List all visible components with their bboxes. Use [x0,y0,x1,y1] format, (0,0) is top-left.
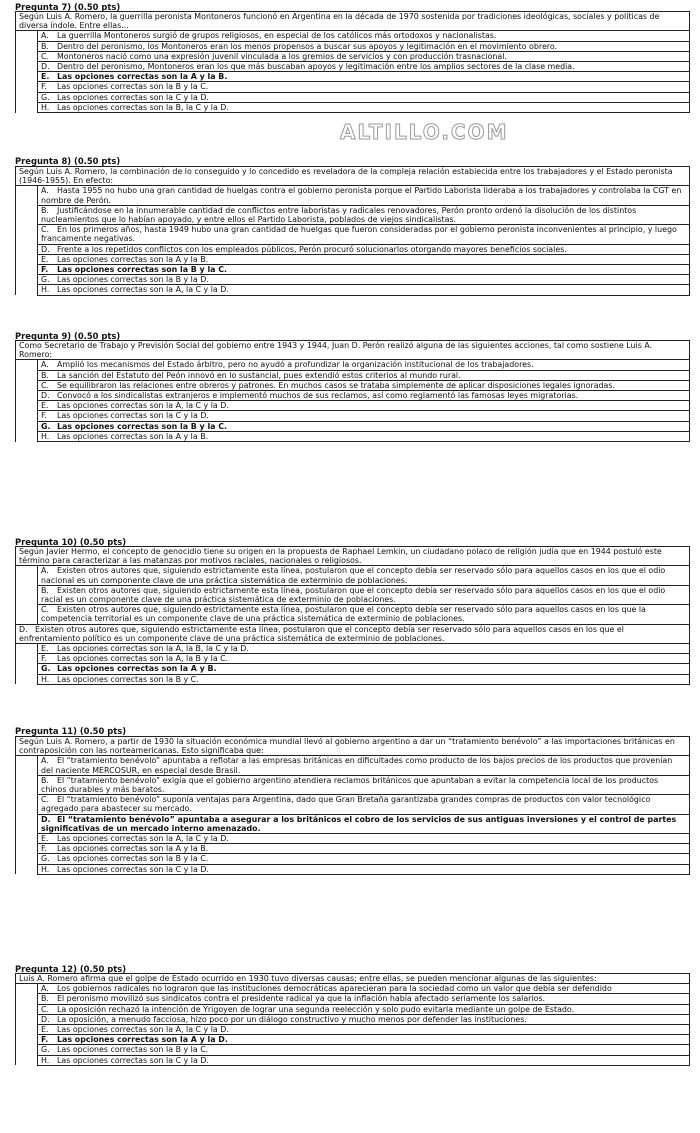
option-row [16,654,690,664]
option-indent [16,1035,38,1045]
option-indent [16,814,38,833]
option-text: El “tratamiento benévolo” exigía que el gobierno argentino atendiera reclamos británicos que apuntaban a evitar la competencia local de los productos chinos durables y más baratos. [41,775,659,795]
option-text: Las opciones correctas son la B y C. [57,674,199,684]
option-text: Existen otros autores que, siguiendo estrictamente esta línea, postularon que el concepto debía ser reservado sólo para aquellos casos en los que el enfrentamiento político es un componente clave de una práctica sistemática de exterminio de poblaciones. [19,624,624,643]
option-text: Amplió los mecanismos del Estado árbitro, pero no ayudó a profundizar la organización institucional de los trabajadores. [57,360,534,370]
option-indent [16,92,38,102]
option-text: Las opciones correctas son la A y la B. [57,431,209,441]
option-letter: H. [41,864,50,874]
option-text: Las opciones correctas son la A y B. [57,664,217,674]
option-text: El “tratamiento benévolo” apuntaba a asegurar a los británicos el cobro de los servicios de sus antiguas inversiones y el control de partes significativas de un mercado interno amenazado. [41,814,677,833]
option-indent [16,421,38,431]
option-row [16,41,690,51]
option-indent [16,585,38,604]
option-indent [16,254,38,264]
option-text: Las opciones correctas son la B y la C. [57,854,209,864]
option-cell [38,244,690,254]
option-cell [38,1035,690,1045]
option-text: Existen otros autores que, siguiendo estrictamente esta línea, postularon que el concepto debía ser reservado sólo para aquellos casos en los que el odio racial es un componente clave de una práctica sistemática de exterminio de poblaciones. [41,585,666,605]
option-text: La sanción del Estatuto del Peón innovó en lo sustancial, pues extendió estos criterios al mundo rural. [57,370,461,380]
option-cell [38,1004,690,1014]
option-cell [38,1055,690,1065]
option-row [16,664,690,674]
option-letter: C. [41,225,50,235]
option-letter: G. [41,421,51,431]
option-letter: C. [41,795,50,805]
option-row [16,401,690,411]
option-letter: D. [41,244,50,254]
option-row [16,254,690,264]
question-stem: Según Luis A. Romero, a partir de 1930 la situación económica mundial llevó al gobierno argentino a dar un “tratamiento benévolo” a las importaciones británicas en contraposición con las norteamericanas. Esto significaba que: [16,737,690,756]
option-row [16,92,690,102]
option-row [16,31,690,41]
option-indent [16,370,38,380]
option-indent [16,674,38,684]
option-indent [16,275,38,285]
option-letter: C. [41,1004,50,1014]
option-text: Las opciones correctas son la B y la D. [57,275,209,285]
option-cell [38,72,690,82]
option-row [16,285,690,295]
option-letter: F. [41,654,47,664]
option-cell [38,844,690,854]
option-indent [16,756,38,775]
option-indent [16,844,38,854]
option-letter: H. [41,431,50,441]
option-indent [16,401,38,411]
option-letter: B. [41,370,49,380]
option-row [16,814,690,833]
option-letter: F. [41,82,47,92]
option-cell [38,674,690,684]
option-text: La guerrilla Montoneros surgió de grupos religiosos, en especial de los católicos más ortodoxos y nacionalistas. [57,31,497,41]
option-text: Montoneros nació como una expresión juvenil vinculada a los gremios de servicios y con producción trasnacional. [57,51,507,61]
option-cell [38,984,690,994]
option-row [16,380,690,390]
option-cell [38,566,690,585]
option-indent [16,41,38,51]
watermark: ALTILLO.COM [340,120,509,144]
question-stem: Según Javier Hermo, el concepto de genocidio tiene su origen en la propuesta de Raphael Lemkin, un ciudadano polaco de religión judía que en 1944 postuló este término para caracterizar a las matanzas por motivos raciales, nacionales o religiosos. [16,547,690,566]
question-table [15,166,690,296]
option-cell [38,275,690,285]
option-text: Las opciones correctas son la A, la B, la C y la D. [57,644,249,654]
option-text: En los primeros años, hasta 1949 hubo una gran cantidad de huelgas que fueron consideradas por el gobierno peronista inconvenientes al principio, y luego francamente negativas. [41,225,677,244]
option-letter: A. [41,756,49,766]
option-indent [16,360,38,370]
option-cell [38,380,690,390]
option-text: Las opciones correctas son la A, la C y la D. [57,285,229,295]
option-indent [16,1045,38,1055]
option-letter: A. [41,186,49,196]
option-letter: B. [41,585,49,595]
option-letter: C. [41,380,50,390]
option-row [16,102,690,112]
option-indent [16,285,38,295]
option-row [16,1055,690,1065]
option-text: Las opciones correctas son la A y la D. [57,1035,228,1045]
option-text: Los gobiernos radicales no lograron que las instituciones democráticas aparecieran para la sociedad como un valor que debía ser defendido [57,984,612,994]
option-text: Las opciones correctas son la A y la B. [57,254,209,264]
option-text: Las opciones correctas son la A, la B y la C. [57,654,229,664]
option-letter: E. [41,401,49,411]
option-row [16,605,690,624]
question-header: Pregunta 9) (0.50 pts) [15,331,121,341]
option-row [16,1014,690,1024]
option-indent [16,265,38,275]
option-indent [16,225,38,244]
option-indent [16,775,38,794]
option-cell [38,31,690,41]
option-indent [16,31,38,41]
option-indent [16,62,38,72]
option-cell [38,605,690,624]
option-indent [16,72,38,82]
option-letter: D. [19,624,28,634]
option-cell [38,401,690,411]
option-letter: H. [41,285,50,295]
option-row [16,674,690,684]
option-row [16,411,690,421]
option-text: Las opciones correctas son la A, la C y la D. [57,1025,229,1035]
option-letter: H. [41,102,50,112]
option-letter: A. [41,31,49,41]
option-letter: A. [41,360,49,370]
option-indent [16,644,38,654]
question-table [15,11,690,113]
option-text: Existen otros autores que, siguiendo estrictamente esta línea, postularon que el concepto debía ser reservado sólo para aquellos casos en los que el odio nacional es un componente clave de una práctica sistemática de exterminio de poblaciones. [41,566,666,585]
option-letter: G. [41,92,50,102]
option-cell [38,370,690,380]
option-text: Dentro del peronismo, Montoneros eran los que más buscaban apoyos y legitimación entre los amplios sectores de la clase media. [57,62,575,72]
option-indent [16,102,38,112]
option-letter: A. [41,566,49,576]
option-row [16,775,690,794]
option-cell [38,756,690,775]
option-cell [38,225,690,244]
question-stem: Según Luis A. Romero, la combinación de lo conseguido y lo concedido es reveladora de la compleja relación estabiecida entre los trabajadores y el Estado peronista (1946-1955). En efecto: [16,167,690,186]
option-letter: E. [41,72,50,82]
option-row [16,82,690,92]
option-letter: D. [41,62,50,72]
option-text: Convocó a los sindicalistas extranjeros e implementó muchos de sus reclamos, así como reglamentó las famosas leyes migratorias. [57,391,579,401]
question-stem: Según Luis A. Romero, la guerrilla peronista Montoneros funcionó en Argentina en la década de 1970 sostenida por tradiciones ideológicas, sociales y políticas de diversa índole. Entre ellas... [16,12,690,31]
option-letter: E. [41,834,49,844]
option-cell [38,360,690,370]
option-letter: E. [41,254,49,264]
option-cell [38,834,690,844]
question-stem: Luis A. Romero afirma que el golpe de Estado ocurrido en 1930 tuvo diversas causas; entre ellas, se pueden mencionar algunas de las siguientes: [16,974,690,984]
option-letter: B. [41,994,49,1004]
option-indent [16,664,38,674]
option-text: Las opciones correctas son la A y la B. [57,844,209,854]
option-cell [38,391,690,401]
option-indent [16,1055,38,1065]
option-text: El peronismo movilizó sus sindicatos contra el presidente radical ya que la inflación había afectado seriamente los salarios. [57,994,546,1004]
option-text: Hasta 1955 no hubo una gran cantidad de huelgas contra el gobierno peronista porque el Partido Laborista lideraba a los trabajadores y controlaba la CGT en nombre de Perón. [41,186,682,205]
option-text: El “tratamiento benévolo” apuntaba a reflotar a las empresas británicas en dificultades como producto de los bajos precios de los productos que provenían del naciente MERCOSUR, en especial desde Brasil. [41,756,673,775]
option-indent [16,244,38,254]
option-indent [16,431,38,441]
option-indent [16,391,38,401]
option-cell [38,285,690,295]
option-indent [16,854,38,864]
option-row [16,644,690,654]
option-text: Justificándose en la innumerable cantidad de conflictos entre laboristas y radicales renovadores, Perón pronto ordenó la disolución de los distintos nucleamientos que lo habían apoyado, y entre ellos el Partido Laborista, poblados de viejos sindicalistas. [41,205,637,225]
option-text: Las opciones correctas son la C y la D. [57,1055,209,1065]
option-row [16,1035,690,1045]
option-indent [16,605,38,624]
option-letter: G. [41,664,51,674]
option-cell [38,102,690,112]
option-cell [38,864,690,874]
option-letter: F. [41,844,47,854]
question-table [15,736,690,875]
option-cell [38,644,690,654]
option-row [16,244,690,254]
option-indent [16,984,38,994]
option-text: Las opciones correctas son la B, la C y la D. [57,102,229,112]
option-row [16,624,690,643]
option-row [16,854,690,864]
option-letter: H. [41,1055,50,1065]
option-row [16,265,690,275]
option-text: Las opciones correctas son la A, la C y la D. [57,401,229,411]
question-stem: Como Secretario de Trabajo y Previsión Social del gobierno entre 1943 y 1944, Juan D. Perón realizó alguna de las siguientes acciones, tal como sostiene Luis A. Romero: [16,341,690,360]
option-row [16,51,690,61]
option-row [16,834,690,844]
option-cell [38,775,690,794]
question-header: Pregunta 8) (0.50 pts) [15,156,121,166]
option-cell [38,62,690,72]
option-cell [38,585,690,604]
option-cell [38,254,690,264]
option-cell [38,854,690,864]
option-letter: B. [41,41,49,51]
option-text: Las opciones correctas son la B y la C. [57,1045,209,1055]
option-letter: D. [41,391,50,401]
option-letter: H. [41,674,50,684]
option-cell [38,431,690,441]
question-header: Pregunta 7) (0.50 pts) [15,2,121,12]
option-indent [16,82,38,92]
question-table [15,546,690,685]
option-text: Existen otros autores que, siguiendo estrictamente esta línea, postularon que el concepto debía ser reservado sólo para aquellos casos en los que la competencia territorial es un componente clave de una práctica sistemática de exterminio de poblaciones. [41,605,646,624]
option-cell [16,624,690,643]
option-cell [38,205,690,224]
option-row [16,72,690,82]
option-letter: E. [41,644,49,654]
question-header: Pregunta 12) (0.50 pts) [15,964,127,974]
option-cell [38,654,690,664]
option-row [16,275,690,285]
option-text: Las opciones correctas son la B y la C. [57,265,228,275]
option-text: La oposición, a menudo facciosa, hizo poco por un diálogo constructivo y mucho menos por defender las instituciones. [57,1014,527,1024]
option-letter: F. [41,411,47,421]
option-cell [38,92,690,102]
option-indent [16,205,38,224]
option-indent [16,380,38,390]
option-text: Las opciones correctas son la C y la D. [57,411,209,421]
option-indent [16,834,38,844]
option-indent [16,411,38,421]
option-row [16,421,690,431]
option-letter: G. [41,1045,50,1055]
option-cell [38,265,690,275]
option-cell [38,1025,690,1035]
option-indent [16,864,38,874]
option-cell [38,41,690,51]
option-row [16,431,690,441]
option-letter: D. [41,814,51,824]
option-row [16,370,690,380]
option-cell [38,421,690,431]
option-row [16,205,690,224]
option-row [16,360,690,370]
option-letter: G. [41,854,50,864]
option-indent [16,1014,38,1024]
option-letter: A. [41,984,49,994]
option-cell [38,1045,690,1055]
option-row [16,864,690,874]
option-text: La oposición rechazó la intención de Yrigoyen de lograr una segunda reelección y solo pudo evitarla mediante un golpe de Estado. [57,1004,575,1014]
option-row [16,391,690,401]
question-table [15,973,690,1066]
option-text: Las opciones correctas son la C y la D. [57,92,209,102]
option-row [16,994,690,1004]
option-letter: B. [41,775,49,785]
option-row [16,1025,690,1035]
option-row [16,756,690,775]
option-row [16,844,690,854]
option-indent [16,566,38,585]
option-letter: G. [41,275,50,285]
option-indent [16,1004,38,1014]
option-row [16,585,690,604]
option-row [16,1045,690,1055]
option-text: Las opciones correctas son la A y la B. [57,72,228,82]
option-row [16,225,690,244]
option-text: Las opciones correctas son la C y la D. [57,864,209,874]
option-letter: C. [41,605,50,615]
option-cell [38,51,690,61]
option-text: Dentro del peronismo, los Montoneros eran los menos propensos a buscar sus apoyos y legitimación en el movimiento obrero. [57,41,558,51]
option-cell [38,1014,690,1024]
option-cell [38,664,690,674]
option-indent [16,795,38,814]
option-text: Las opciones correctas son la A, la C y la D. [57,834,229,844]
option-text: Frente a los repetidos conflictos con los empleados públicos, Perón procuró solucionarlos otorgando mayores beneficios sociales. [57,244,567,254]
option-letter: D. [41,1014,50,1024]
option-indent [16,994,38,1004]
option-cell [38,994,690,1004]
option-indent [16,1025,38,1035]
option-row [16,62,690,72]
option-row [16,984,690,994]
option-indent [16,186,38,205]
option-text: Las opciones correctas son la B y la C. [57,421,228,431]
question-header: Pregunta 10) (0.50 pts) [15,537,127,547]
option-row [16,1004,690,1014]
option-letter: F. [41,265,49,275]
question-header: Pregunta 11) (0.50 pts) [15,726,127,736]
option-indent [16,51,38,61]
option-letter: F. [41,1035,49,1045]
question-table [15,340,690,442]
option-cell [38,411,690,421]
option-cell [38,186,690,205]
option-row [16,795,690,814]
option-letter: E. [41,1025,49,1035]
option-cell [38,82,690,92]
option-letter: C. [41,51,50,61]
option-cell [38,795,690,814]
option-cell [38,814,690,833]
option-text: Las opciones correctas son la B y la C. [57,82,209,92]
option-letter: B. [41,205,49,215]
option-row [16,566,690,585]
option-text: Se equilibraron las relaciones entre obreros y patrones. En muchos casos se trataba simplemente de aplicar disposiciones legales ignoradas. [57,380,616,390]
option-row [16,186,690,205]
option-text: El “tratamiento benévolo” suponía ventajas para Argentina, dado que Gran Bretaña garantizaba grandes compras de productos con valor tecnológico agregado para abastecer su mercado. [41,795,651,814]
option-indent [16,654,38,664]
